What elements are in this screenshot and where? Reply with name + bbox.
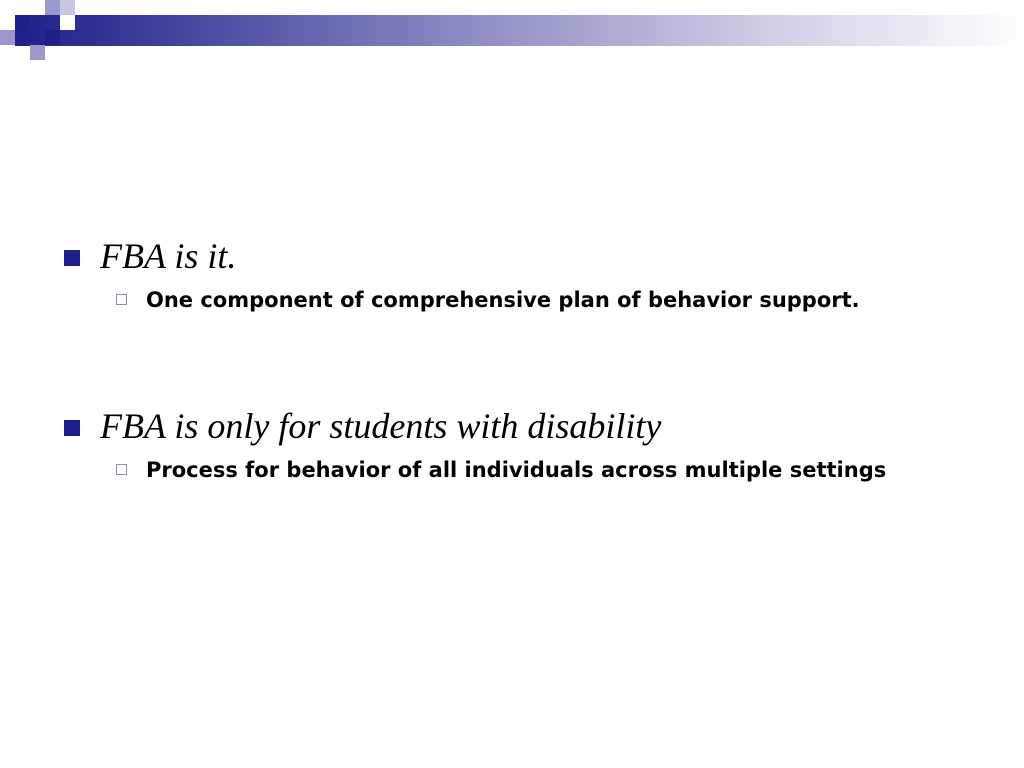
bullet-text: FBA is only for students with disability (100, 406, 662, 446)
square-bullet-icon (64, 420, 80, 436)
bullet-item-1 (64, 236, 236, 276)
sub-bullet-item-1 (116, 285, 916, 315)
bullet-text: FBA is it. (100, 236, 237, 276)
hollow-square-bullet-icon (116, 294, 127, 305)
hollow-square-bullet-icon (116, 464, 127, 475)
sub-bullet-item-2 (116, 455, 916, 485)
sub-bullet-text: One component of comprehensive plan of behavior support. (146, 288, 860, 312)
bullet-item-2 (64, 406, 661, 446)
square-bullet-icon (64, 250, 80, 266)
sub-bullet-text: Process for behavior of all individuals across multiple settings (146, 458, 887, 482)
